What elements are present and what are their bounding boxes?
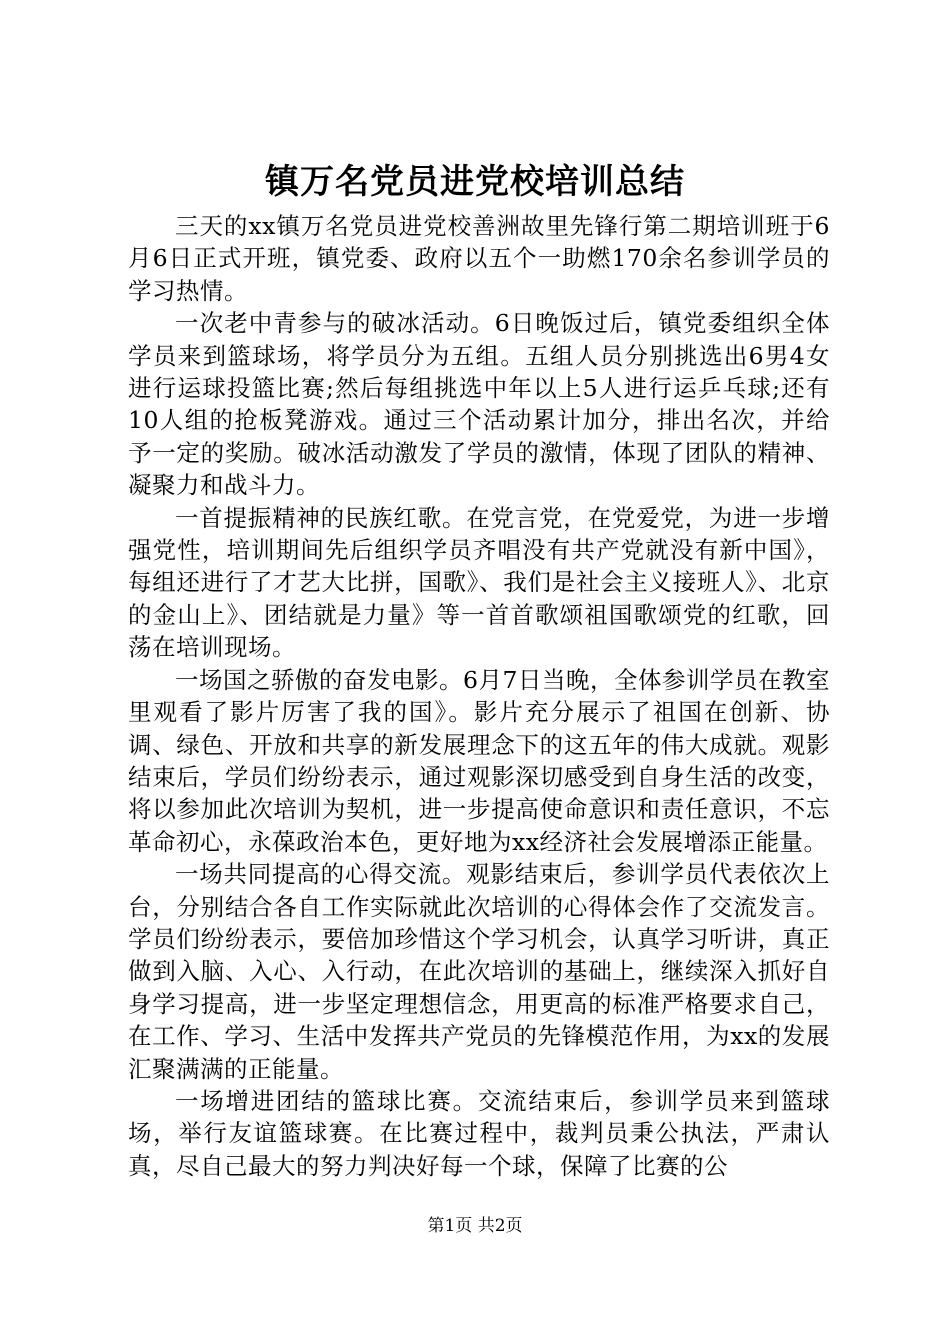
document-body [128, 210, 830, 1182]
page-footer: 第1页 共2页 [427, 1216, 523, 1236]
document-title: 镇万名党员进党校培训总结 [265, 162, 685, 202]
paragraph-experience-exchange: 一场共同提高的心得交流。观影结束后，参训学员代表依次上台，分别结合各自工作实际就此次培训的心得体会作了交流发言。学员们纷纷表示，要倍加珍惜这个学习机会，认真学习听讲，真正做到入脑、入心、入行动，在此次培训的基础上，继续深入抓好自身学习提高，进一步坚定理想信念，用更高的标准严格要求自己，在工作、学习、生活中发挥共产党员的先锋模范作用，为xx的发展汇聚满满的正能量。 [128, 860, 830, 1083]
paragraph-intro: 三天的xx镇万名党员进党校善洲故里先锋行第二期培训班于6月6日正式开班，镇党委、政府以五个一助燃170余名参训学员的学习热情。 [128, 212, 830, 305]
paragraph-basketball: 一场增进团结的篮球比赛。交流结束后，参训学员来到篮球场，举行友谊篮球赛。在比赛过程中，裁判员秉公执法，严肃认真，尽自己最大的努力判决好每一个球，保障了比赛的公 [128, 1086, 830, 1180]
paragraph-movie: 一场国之骄傲的奋发电影。6月7日当晚，全体参训学员在教室里观看了影片厉害了我的国》。影片充分展示了祖国在创新、协调、绿色、开放和共享的新发展理念下的这五年的伟大成就。观影结束后，学员们纷纷表示，通过观影深切感受到自身生活的改变，将以参加此次培训为契机，进一步提高使命意识和责任意识，不忘革命初心，永葆政治本色，更好地为xx经济社会发展增添正能量。 [128, 665, 830, 856]
paragraph-red-songs: 一首提振精神的民族红歌。在党言党，在党爱党，为进一步增强党性，培训期间先后组织学员齐唱没有共产党就没有新中国》，每组还进行了才艺大比拼，国歌》、我们是社会主义接班人》、北京的金山上》、团结就是力量》等一首首歌颂祖国歌颂党的红歌，回荡在培训现场。 [128, 503, 830, 662]
paragraph-icebreaker: 一次老中青参与的破冰活动。6日晚饭过后，镇党委组织全体学员来到篮球场，将学员分为五组。五组人员分别挑选出6男4女进行运球投篮比赛;然后每组挑选中年以上5人进行运乒乓球;还有10人组的抢板凳游戏。通过三个活动累计加分，排出名次，并给予一定的奖励。破冰活动激发了学员的激情，体现了团队的精神、凝聚力和战斗力。 [128, 309, 830, 500]
